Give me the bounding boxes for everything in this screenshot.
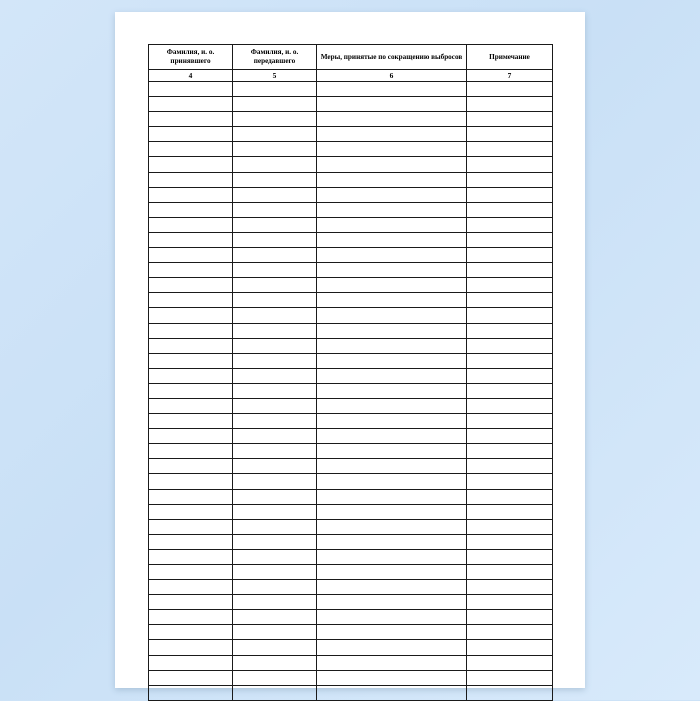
table-cell[interactable] xyxy=(317,489,467,504)
table-cell[interactable] xyxy=(467,519,553,534)
table-cell[interactable] xyxy=(233,504,317,519)
table-row[interactable] xyxy=(149,157,553,172)
column-number-row xyxy=(149,70,553,82)
table-cell[interactable] xyxy=(467,595,553,610)
table-row[interactable] xyxy=(149,323,553,338)
table-row[interactable] xyxy=(149,414,553,429)
table-cell[interactable] xyxy=(233,580,317,595)
column-header-measures: Меры, принятые по сокращению выбросов xyxy=(317,45,467,70)
table-cell[interactable] xyxy=(233,112,317,127)
table-cell[interactable] xyxy=(233,202,317,217)
table-cell[interactable] xyxy=(149,202,233,217)
table-cell[interactable] xyxy=(233,655,317,670)
table-row[interactable] xyxy=(149,338,553,353)
table-cell[interactable] xyxy=(467,414,553,429)
table-cell[interactable] xyxy=(467,504,553,519)
table-cell[interactable] xyxy=(233,595,317,610)
table-cell[interactable] xyxy=(149,398,233,413)
table-cell[interactable] xyxy=(467,293,553,308)
table-row[interactable] xyxy=(149,655,553,670)
table-cell[interactable] xyxy=(467,655,553,670)
table-cell[interactable] xyxy=(233,670,317,685)
table-cell[interactable] xyxy=(317,504,467,519)
table-cell[interactable] xyxy=(149,278,233,293)
table-row[interactable] xyxy=(149,565,553,580)
table-cell[interactable] xyxy=(317,323,467,338)
table-cell[interactable] xyxy=(149,429,233,444)
table-cell[interactable] xyxy=(317,640,467,655)
table-cell[interactable] xyxy=(149,263,233,278)
table-cell[interactable] xyxy=(317,97,467,112)
table-cell[interactable] xyxy=(149,625,233,640)
table-row[interactable] xyxy=(149,263,553,278)
table-cell[interactable] xyxy=(149,459,233,474)
table-header xyxy=(149,45,553,82)
table-cell[interactable] xyxy=(467,549,553,564)
table-row[interactable] xyxy=(149,429,553,444)
table-cell[interactable] xyxy=(233,489,317,504)
table-cell[interactable] xyxy=(149,112,233,127)
table-cell[interactable] xyxy=(467,323,553,338)
table-cell[interactable] xyxy=(317,278,467,293)
table-cell[interactable] xyxy=(149,640,233,655)
table-cell[interactable] xyxy=(233,459,317,474)
table-cell[interactable] xyxy=(317,368,467,383)
table-cell[interactable] xyxy=(467,429,553,444)
table-cell[interactable] xyxy=(317,248,467,263)
table-cell[interactable] xyxy=(149,323,233,338)
table-cell[interactable] xyxy=(149,383,233,398)
table-cell[interactable] xyxy=(317,610,467,625)
table-cell[interactable] xyxy=(233,474,317,489)
table-cell[interactable] xyxy=(233,323,317,338)
table-row[interactable] xyxy=(149,202,553,217)
table-cell[interactable] xyxy=(317,519,467,534)
table-cell[interactable] xyxy=(317,82,467,97)
table-cell[interactable] xyxy=(233,398,317,413)
table-cell[interactable] xyxy=(317,232,467,247)
table-row[interactable] xyxy=(149,232,553,247)
table-cell[interactable] xyxy=(317,474,467,489)
table-cell[interactable] xyxy=(317,670,467,685)
table-cell[interactable] xyxy=(233,338,317,353)
table-cell[interactable] xyxy=(467,187,553,202)
table-cell[interactable] xyxy=(467,489,553,504)
table-row[interactable] xyxy=(149,685,553,700)
table-row[interactable] xyxy=(149,625,553,640)
table-cell[interactable] xyxy=(149,670,233,685)
table-cell[interactable] xyxy=(233,610,317,625)
table-cell[interactable] xyxy=(467,444,553,459)
table-cell[interactable] xyxy=(317,595,467,610)
table-cell[interactable] xyxy=(233,640,317,655)
table-cell[interactable] xyxy=(467,308,553,323)
table-cell[interactable] xyxy=(317,444,467,459)
table-cell[interactable] xyxy=(233,534,317,549)
table-cell[interactable] xyxy=(467,565,553,580)
table-cell[interactable] xyxy=(149,565,233,580)
table-cell[interactable] xyxy=(233,293,317,308)
table-cell[interactable] xyxy=(233,157,317,172)
table-cell[interactable] xyxy=(467,459,553,474)
table-cell[interactable] xyxy=(149,248,233,263)
table-cell[interactable] xyxy=(149,82,233,97)
table-cell[interactable] xyxy=(233,278,317,293)
table-cell[interactable] xyxy=(467,278,553,293)
table-cell[interactable] xyxy=(233,383,317,398)
table-row[interactable] xyxy=(149,489,553,504)
table-row[interactable] xyxy=(149,670,553,685)
table-cell[interactable] xyxy=(467,534,553,549)
table-cell[interactable] xyxy=(149,610,233,625)
table-cell[interactable] xyxy=(467,82,553,97)
table-cell[interactable] xyxy=(149,474,233,489)
document-page xyxy=(115,12,585,688)
table-cell[interactable] xyxy=(149,534,233,549)
table-cell[interactable] xyxy=(317,157,467,172)
table-cell[interactable] xyxy=(467,112,553,127)
table-cell[interactable] xyxy=(317,338,467,353)
table-cell[interactable] xyxy=(467,474,553,489)
table-cell[interactable] xyxy=(467,157,553,172)
table-cell[interactable] xyxy=(317,429,467,444)
table-cell[interactable] xyxy=(233,217,317,232)
table-cell[interactable] xyxy=(467,383,553,398)
table-cell[interactable] xyxy=(317,202,467,217)
table-cell[interactable] xyxy=(317,293,467,308)
table-cell[interactable] xyxy=(467,97,553,112)
table-row[interactable] xyxy=(149,504,553,519)
table-cell[interactable] xyxy=(317,625,467,640)
table-cell[interactable] xyxy=(467,398,553,413)
table-row[interactable] xyxy=(149,549,553,564)
table-row[interactable] xyxy=(149,82,553,97)
table-cell[interactable] xyxy=(149,549,233,564)
emissions-log-table xyxy=(148,44,553,701)
table-cell[interactable] xyxy=(233,353,317,368)
table-row[interactable] xyxy=(149,610,553,625)
form-table-container xyxy=(148,44,552,701)
table-cell[interactable] xyxy=(233,308,317,323)
table-cell[interactable] xyxy=(317,398,467,413)
table-cell[interactable] xyxy=(467,685,553,700)
table-cell[interactable] xyxy=(149,504,233,519)
column-header-sender: Фамилия, и. о. передавшего xyxy=(233,45,317,70)
table-cell[interactable] xyxy=(149,580,233,595)
table-cell[interactable] xyxy=(317,459,467,474)
table-row[interactable] xyxy=(149,474,553,489)
table-cell[interactable] xyxy=(317,565,467,580)
column-header-receiver: Фамилия, и. о. принявшего xyxy=(149,45,233,70)
table-row[interactable] xyxy=(149,444,553,459)
table-cell[interactable] xyxy=(317,172,467,187)
table-row[interactable] xyxy=(149,278,553,293)
table-cell[interactable] xyxy=(467,610,553,625)
column-number-7: 7 xyxy=(467,70,553,82)
table-cell[interactable] xyxy=(233,263,317,278)
table-row[interactable] xyxy=(149,248,553,263)
table-row[interactable] xyxy=(149,595,553,610)
table-cell[interactable] xyxy=(233,429,317,444)
table-cell[interactable] xyxy=(233,444,317,459)
table-cell[interactable] xyxy=(317,112,467,127)
table-cell[interactable] xyxy=(149,172,233,187)
table-cell[interactable] xyxy=(467,202,553,217)
column-number-6: 6 xyxy=(317,70,467,82)
table-cell[interactable] xyxy=(233,685,317,700)
table-row[interactable] xyxy=(149,293,553,308)
table-row[interactable] xyxy=(149,142,553,157)
column-number-4: 4 xyxy=(149,70,233,82)
table-cell[interactable] xyxy=(149,595,233,610)
table-cell[interactable] xyxy=(467,625,553,640)
table-row[interactable] xyxy=(149,187,553,202)
table-row[interactable] xyxy=(149,127,553,142)
header-row xyxy=(149,45,553,70)
table-row[interactable] xyxy=(149,519,553,534)
table-cell[interactable] xyxy=(233,97,317,112)
table-cell[interactable] xyxy=(233,142,317,157)
table-cell[interactable] xyxy=(317,127,467,142)
table-cell[interactable] xyxy=(149,127,233,142)
table-cell[interactable] xyxy=(467,640,553,655)
table-row[interactable] xyxy=(149,398,553,413)
table-row[interactable] xyxy=(149,459,553,474)
table-cell[interactable] xyxy=(149,414,233,429)
table-cell[interactable] xyxy=(467,263,553,278)
table-cell[interactable] xyxy=(233,82,317,97)
table-cell[interactable] xyxy=(467,580,553,595)
table-cell[interactable] xyxy=(149,353,233,368)
table-cell[interactable] xyxy=(149,308,233,323)
table-row[interactable] xyxy=(149,353,553,368)
table-cell[interactable] xyxy=(149,232,233,247)
table-cell[interactable] xyxy=(233,565,317,580)
table-cell[interactable] xyxy=(149,142,233,157)
table-cell[interactable] xyxy=(149,187,233,202)
table-cell[interactable] xyxy=(149,655,233,670)
table-row[interactable] xyxy=(149,368,553,383)
table-cell[interactable] xyxy=(233,232,317,247)
table-cell[interactable] xyxy=(467,127,553,142)
table-cell[interactable] xyxy=(149,368,233,383)
table-cell[interactable] xyxy=(317,534,467,549)
table-row[interactable] xyxy=(149,217,553,232)
table-cell[interactable] xyxy=(467,353,553,368)
table-cell[interactable] xyxy=(317,353,467,368)
table-cell[interactable] xyxy=(149,293,233,308)
table-cell[interactable] xyxy=(233,187,317,202)
table-row[interactable] xyxy=(149,383,553,398)
table-cell[interactable] xyxy=(467,142,553,157)
table-cell[interactable] xyxy=(317,580,467,595)
table-cell[interactable] xyxy=(149,519,233,534)
table-cell[interactable] xyxy=(233,127,317,142)
table-cell[interactable] xyxy=(317,263,467,278)
table-cell[interactable] xyxy=(467,248,553,263)
table-cell[interactable] xyxy=(233,248,317,263)
table-cell[interactable] xyxy=(317,414,467,429)
table-cell[interactable] xyxy=(467,232,553,247)
table-cell[interactable] xyxy=(317,655,467,670)
table-row[interactable] xyxy=(149,112,553,127)
table-row[interactable] xyxy=(149,580,553,595)
table-row[interactable] xyxy=(149,308,553,323)
table-row[interactable] xyxy=(149,640,553,655)
table-row[interactable] xyxy=(149,97,553,112)
table-cell[interactable] xyxy=(317,383,467,398)
table-cell[interactable] xyxy=(233,414,317,429)
table-cell[interactable] xyxy=(149,444,233,459)
table-cell[interactable] xyxy=(467,338,553,353)
table-cell[interactable] xyxy=(317,217,467,232)
table-body xyxy=(149,82,553,701)
column-number-5: 5 xyxy=(233,70,317,82)
column-header-note: Примечание xyxy=(467,45,553,70)
table-cell[interactable] xyxy=(233,368,317,383)
table-cell[interactable] xyxy=(149,157,233,172)
table-cell[interactable] xyxy=(317,685,467,700)
table-cell[interactable] xyxy=(317,142,467,157)
table-cell[interactable] xyxy=(233,519,317,534)
table-cell[interactable] xyxy=(467,670,553,685)
table-cell[interactable] xyxy=(467,217,553,232)
table-cell[interactable] xyxy=(149,97,233,112)
table-cell[interactable] xyxy=(317,187,467,202)
table-cell[interactable] xyxy=(149,685,233,700)
table-cell[interactable] xyxy=(317,549,467,564)
table-row[interactable] xyxy=(149,534,553,549)
table-cell[interactable] xyxy=(467,172,553,187)
table-cell[interactable] xyxy=(233,625,317,640)
table-cell[interactable] xyxy=(233,172,317,187)
table-cell[interactable] xyxy=(149,489,233,504)
table-cell[interactable] xyxy=(233,549,317,564)
table-cell[interactable] xyxy=(317,308,467,323)
table-row[interactable] xyxy=(149,172,553,187)
table-cell[interactable] xyxy=(467,368,553,383)
table-cell[interactable] xyxy=(149,338,233,353)
table-cell[interactable] xyxy=(149,217,233,232)
